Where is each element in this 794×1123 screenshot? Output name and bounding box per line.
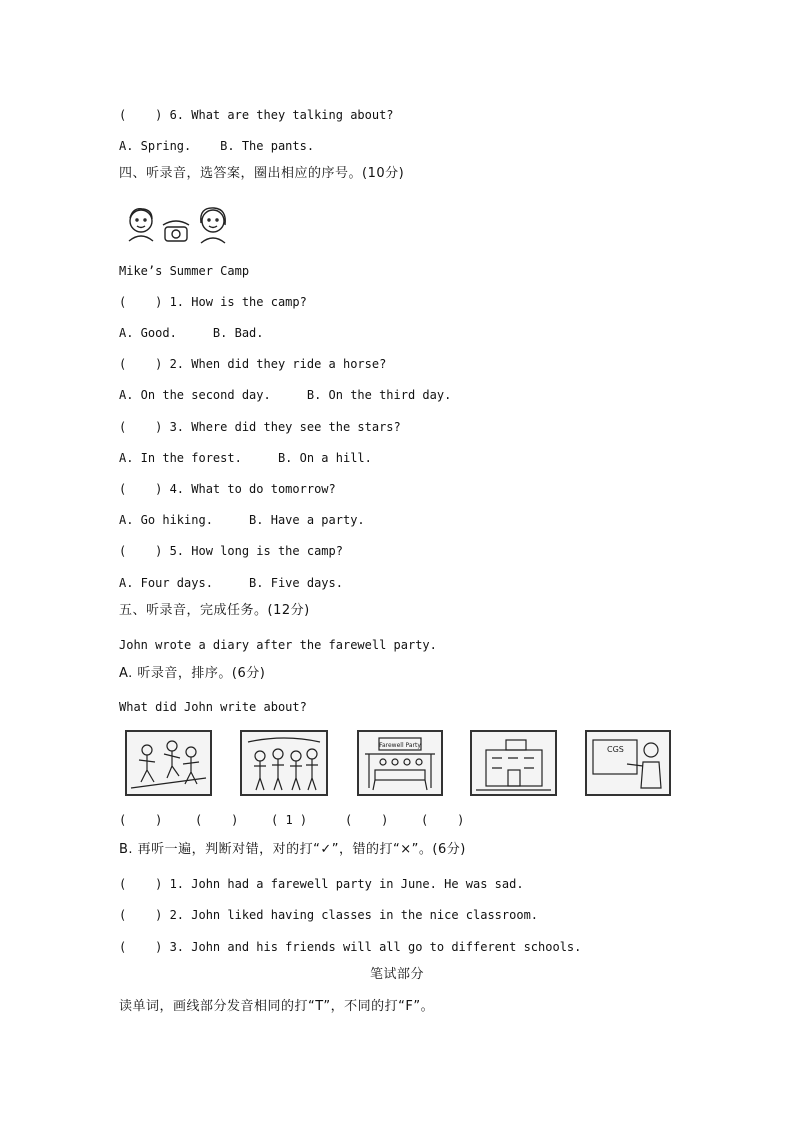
part-b-statement-3: ( ) 3. John and his friends will all go to different schools. [119, 940, 582, 954]
school-building-icon [472, 732, 555, 794]
order-answer-2[interactable]: ( ) [195, 813, 239, 827]
question-2: ( ) 2. When did they ride a horse? [119, 357, 387, 371]
question-1-options: A. Good. B. Bad. [119, 326, 264, 340]
svg-text:Farewell Party: Farewell Party [379, 742, 421, 749]
question-6: ( ) 6. What are they talking about? [119, 108, 394, 122]
question-4: ( ) 4. What to do tomorrow? [119, 482, 336, 496]
written-instruction: 读单词，画线部分发音相同的打“T”，不同的打“F”。 [119, 999, 435, 1014]
section-4-heading: 四、听录音，选答案，圈出相应的序号。(10分) [119, 166, 405, 181]
part-b-statement-1: ( ) 1. John had a farewell party in June. He was sad. [119, 877, 524, 891]
passage-title: Mike’s Summer Camp [119, 264, 250, 278]
students-group-icon [242, 732, 326, 794]
picture-5 [585, 730, 671, 796]
picture-3 [357, 730, 443, 796]
section-5-intro: John wrote a diary after the farewell party. [119, 638, 437, 652]
question-1: ( ) 1. How is the camp? [119, 295, 307, 309]
part-b-statement-2: ( ) 2. John liked having classes in the nice classroom. [119, 908, 539, 922]
teacher-blackboard-icon [587, 732, 669, 794]
question-3: ( ) 3. Where did they see the stars? [119, 420, 401, 434]
question-5: ( ) 5. How long is the camp? [119, 544, 343, 558]
svg-text:CGS: CGS [607, 745, 624, 754]
order-answer-1[interactable]: ( ) [119, 813, 163, 827]
question-3-options: A. In the forest. B. On a hill. [119, 451, 372, 465]
picture-4 [470, 730, 557, 796]
order-answer-3: ( 1 ) [271, 813, 308, 827]
picture-1 [125, 730, 212, 796]
children-playing-icon [127, 732, 210, 794]
farewell-party-icon [359, 732, 441, 794]
question-2-options: A. On the second day. B. On the third day. [119, 388, 452, 402]
question-6-options: A. Spring. B. The pants. [119, 139, 315, 153]
written-section-heading: 笔试部分 [369, 967, 424, 982]
order-answer-5[interactable]: ( ) [421, 813, 465, 827]
part-a-question: What did John write about? [119, 700, 307, 714]
part-b-heading: B. 再听一遍，判断对错，对的打“✓”，错的打“×”。(6分) [119, 842, 466, 857]
picture-2 [240, 730, 328, 796]
section-5-heading: 五、听录音，完成任务。(12分) [119, 603, 310, 618]
question-4-options: A. Go hiking. B. Have a party. [119, 513, 365, 527]
question-5-options: A. Four days. B. Five days. [119, 576, 343, 590]
phone-call-illustration-icon [121, 203, 239, 249]
order-answer-4[interactable]: ( ) [345, 813, 389, 827]
part-a-heading: A. 听录音，排序。(6分) [119, 666, 266, 681]
